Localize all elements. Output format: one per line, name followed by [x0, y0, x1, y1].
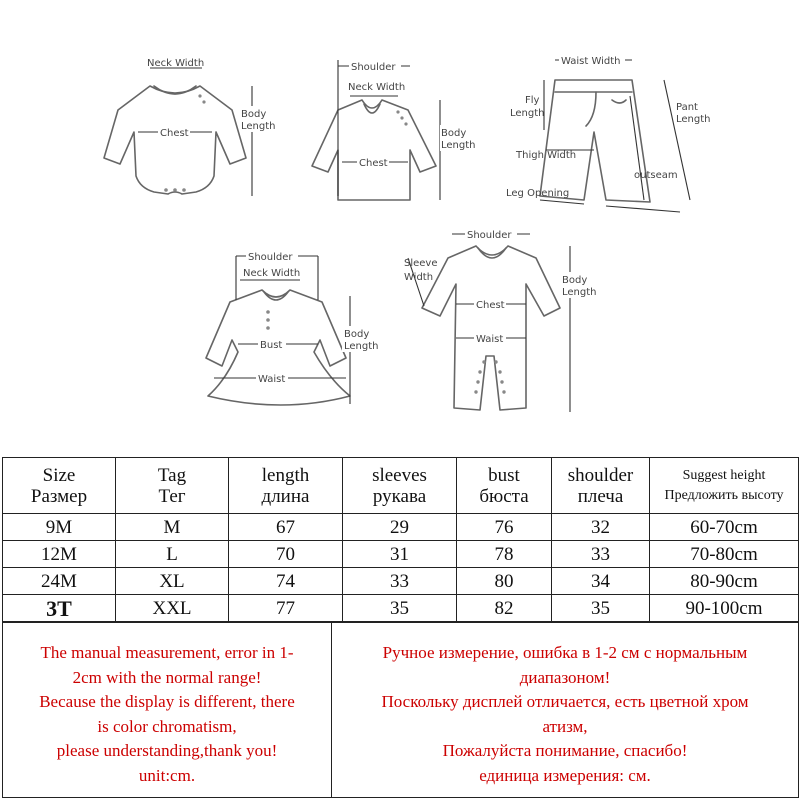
romper-width-label: Width — [404, 272, 434, 283]
cell-bust: 80 — [457, 568, 552, 595]
cell-tag: M — [116, 514, 229, 541]
cell-bust: 82 — [457, 595, 552, 622]
pants-pant-label: Pant — [676, 102, 698, 113]
bodysuit-length-label: Length — [241, 121, 276, 132]
note-line: The manual measurement, error in 1- — [40, 643, 294, 662]
cell-sleeves: 33 — [343, 568, 457, 595]
note-line: Поскольку дисплей отличается, есть цветной хром — [381, 692, 749, 711]
bodysuit-neck-width-label: Neck Width — [147, 58, 205, 69]
pants-waist-width-label: Waist Width — [561, 56, 621, 67]
top-chest-label: Chest — [359, 158, 388, 169]
pant-length-arrow — [664, 80, 690, 200]
cell-length: 77 — [229, 595, 343, 622]
note-line: please understanding,thank you! — [56, 741, 278, 760]
romper-shoulder-label: Shoulder — [467, 230, 512, 241]
pants-thigh-width-label: Thigh Width — [516, 150, 577, 161]
header-shoulder: shoulder плеча — [552, 458, 650, 514]
top-neck-width-label: Neck Width — [348, 82, 406, 93]
table-row — [3, 514, 799, 541]
bodysuit-chest-label: Chest — [160, 128, 189, 139]
notes-box — [2, 622, 799, 798]
table-header-row — [3, 458, 799, 514]
cell-shoulder: 35 — [552, 595, 650, 622]
romper-chest-label: Chest — [476, 300, 505, 311]
leg-opening-arrow — [540, 200, 584, 204]
cell-size: 9M — [3, 514, 116, 541]
top-body-label: Body — [441, 128, 467, 139]
dress-length-label: Length — [344, 341, 379, 352]
cell-length: 70 — [229, 541, 343, 568]
dress-neck-width-label: Neck Width — [243, 268, 301, 279]
note-line: диапазоном! — [519, 667, 611, 687]
top-shoulder-label: Shoulder — [351, 62, 396, 73]
notes-english — [3, 623, 332, 798]
pants-length-label: Length — [510, 108, 545, 119]
romper-sleeve-label: Sleeve — [404, 258, 438, 269]
cell-shoulder: 33 — [552, 541, 650, 568]
top-diagram — [312, 60, 476, 200]
cell-height: 90-100cm — [650, 595, 799, 622]
note-line: единица измерения: см. — [479, 765, 651, 785]
note-line: is color chromatism, — [97, 716, 237, 736]
cell-bust: 76 — [457, 514, 552, 541]
bodysuit-body-label: Body — [241, 109, 267, 120]
cell-height: 70-80cm — [650, 541, 799, 568]
cell-size: 3T — [3, 595, 116, 622]
cell-size: 24M — [3, 568, 116, 595]
note-line: Пожалуйста понимание, спасибо! — [442, 741, 688, 760]
cell-tag: XL — [116, 568, 229, 595]
note-line: 2cm with the normal range! — [72, 667, 262, 687]
notes-russian — [332, 623, 799, 798]
table-row — [3, 568, 799, 595]
dress-shoulder-label: Shoulder — [248, 252, 293, 263]
pants-leg-opening-label: Leg Opening — [506, 188, 570, 199]
cell-height: 60-70cm — [650, 514, 799, 541]
table-row — [3, 595, 799, 622]
size-table — [2, 457, 799, 622]
bodysuit-diagram — [104, 58, 276, 196]
note-line: Ручное измерение, ошибка в 1-2 см с нормальным — [382, 643, 748, 662]
cell-bust: 78 — [457, 541, 552, 568]
note-line: атизм, — [542, 716, 588, 736]
top-length-label: Length — [441, 140, 476, 151]
header-suggest-height: Suggest height Предложить высоту — [650, 458, 799, 514]
dress-diagram — [206, 250, 379, 405]
cell-sleeves: 31 — [343, 541, 457, 568]
romper-waist-label: Waist — [476, 334, 504, 345]
pants-diagram — [506, 54, 711, 212]
cell-sleeves: 35 — [343, 595, 457, 622]
pants-pant-length-label: Length — [676, 114, 711, 125]
header-length: length длина — [229, 458, 343, 514]
header-bust: bust бюста — [457, 458, 552, 514]
dress-body-label: Body — [344, 329, 370, 340]
romper-body-label: Body — [562, 275, 588, 286]
header-size: Size Размер — [3, 458, 116, 514]
romper-length-label: Length — [562, 287, 597, 298]
pants-outseam-label: outseam — [634, 170, 678, 181]
note-line: unit:cm. — [138, 765, 196, 785]
header-sleeves: sleeves рукава — [343, 458, 457, 514]
table-row — [3, 541, 799, 568]
cell-size: 12M — [3, 541, 116, 568]
pants-fly-label: Fly — [525, 95, 540, 106]
dress-bust-label: Bust — [260, 340, 283, 351]
header-tag: Tag Тег — [116, 458, 229, 514]
cell-tag: XXL — [116, 595, 229, 622]
cell-length: 74 — [229, 568, 343, 595]
cell-length: 67 — [229, 514, 343, 541]
cell-shoulder: 34 — [552, 568, 650, 595]
cell-shoulder: 32 — [552, 514, 650, 541]
cell-tag: L — [116, 541, 229, 568]
dress-waist-label: Waist — [258, 374, 286, 385]
cell-sleeves: 29 — [343, 514, 457, 541]
cell-height: 80-90cm — [650, 568, 799, 595]
note-line: Because the display is different, there — [39, 692, 295, 711]
romper-diagram — [404, 228, 597, 412]
